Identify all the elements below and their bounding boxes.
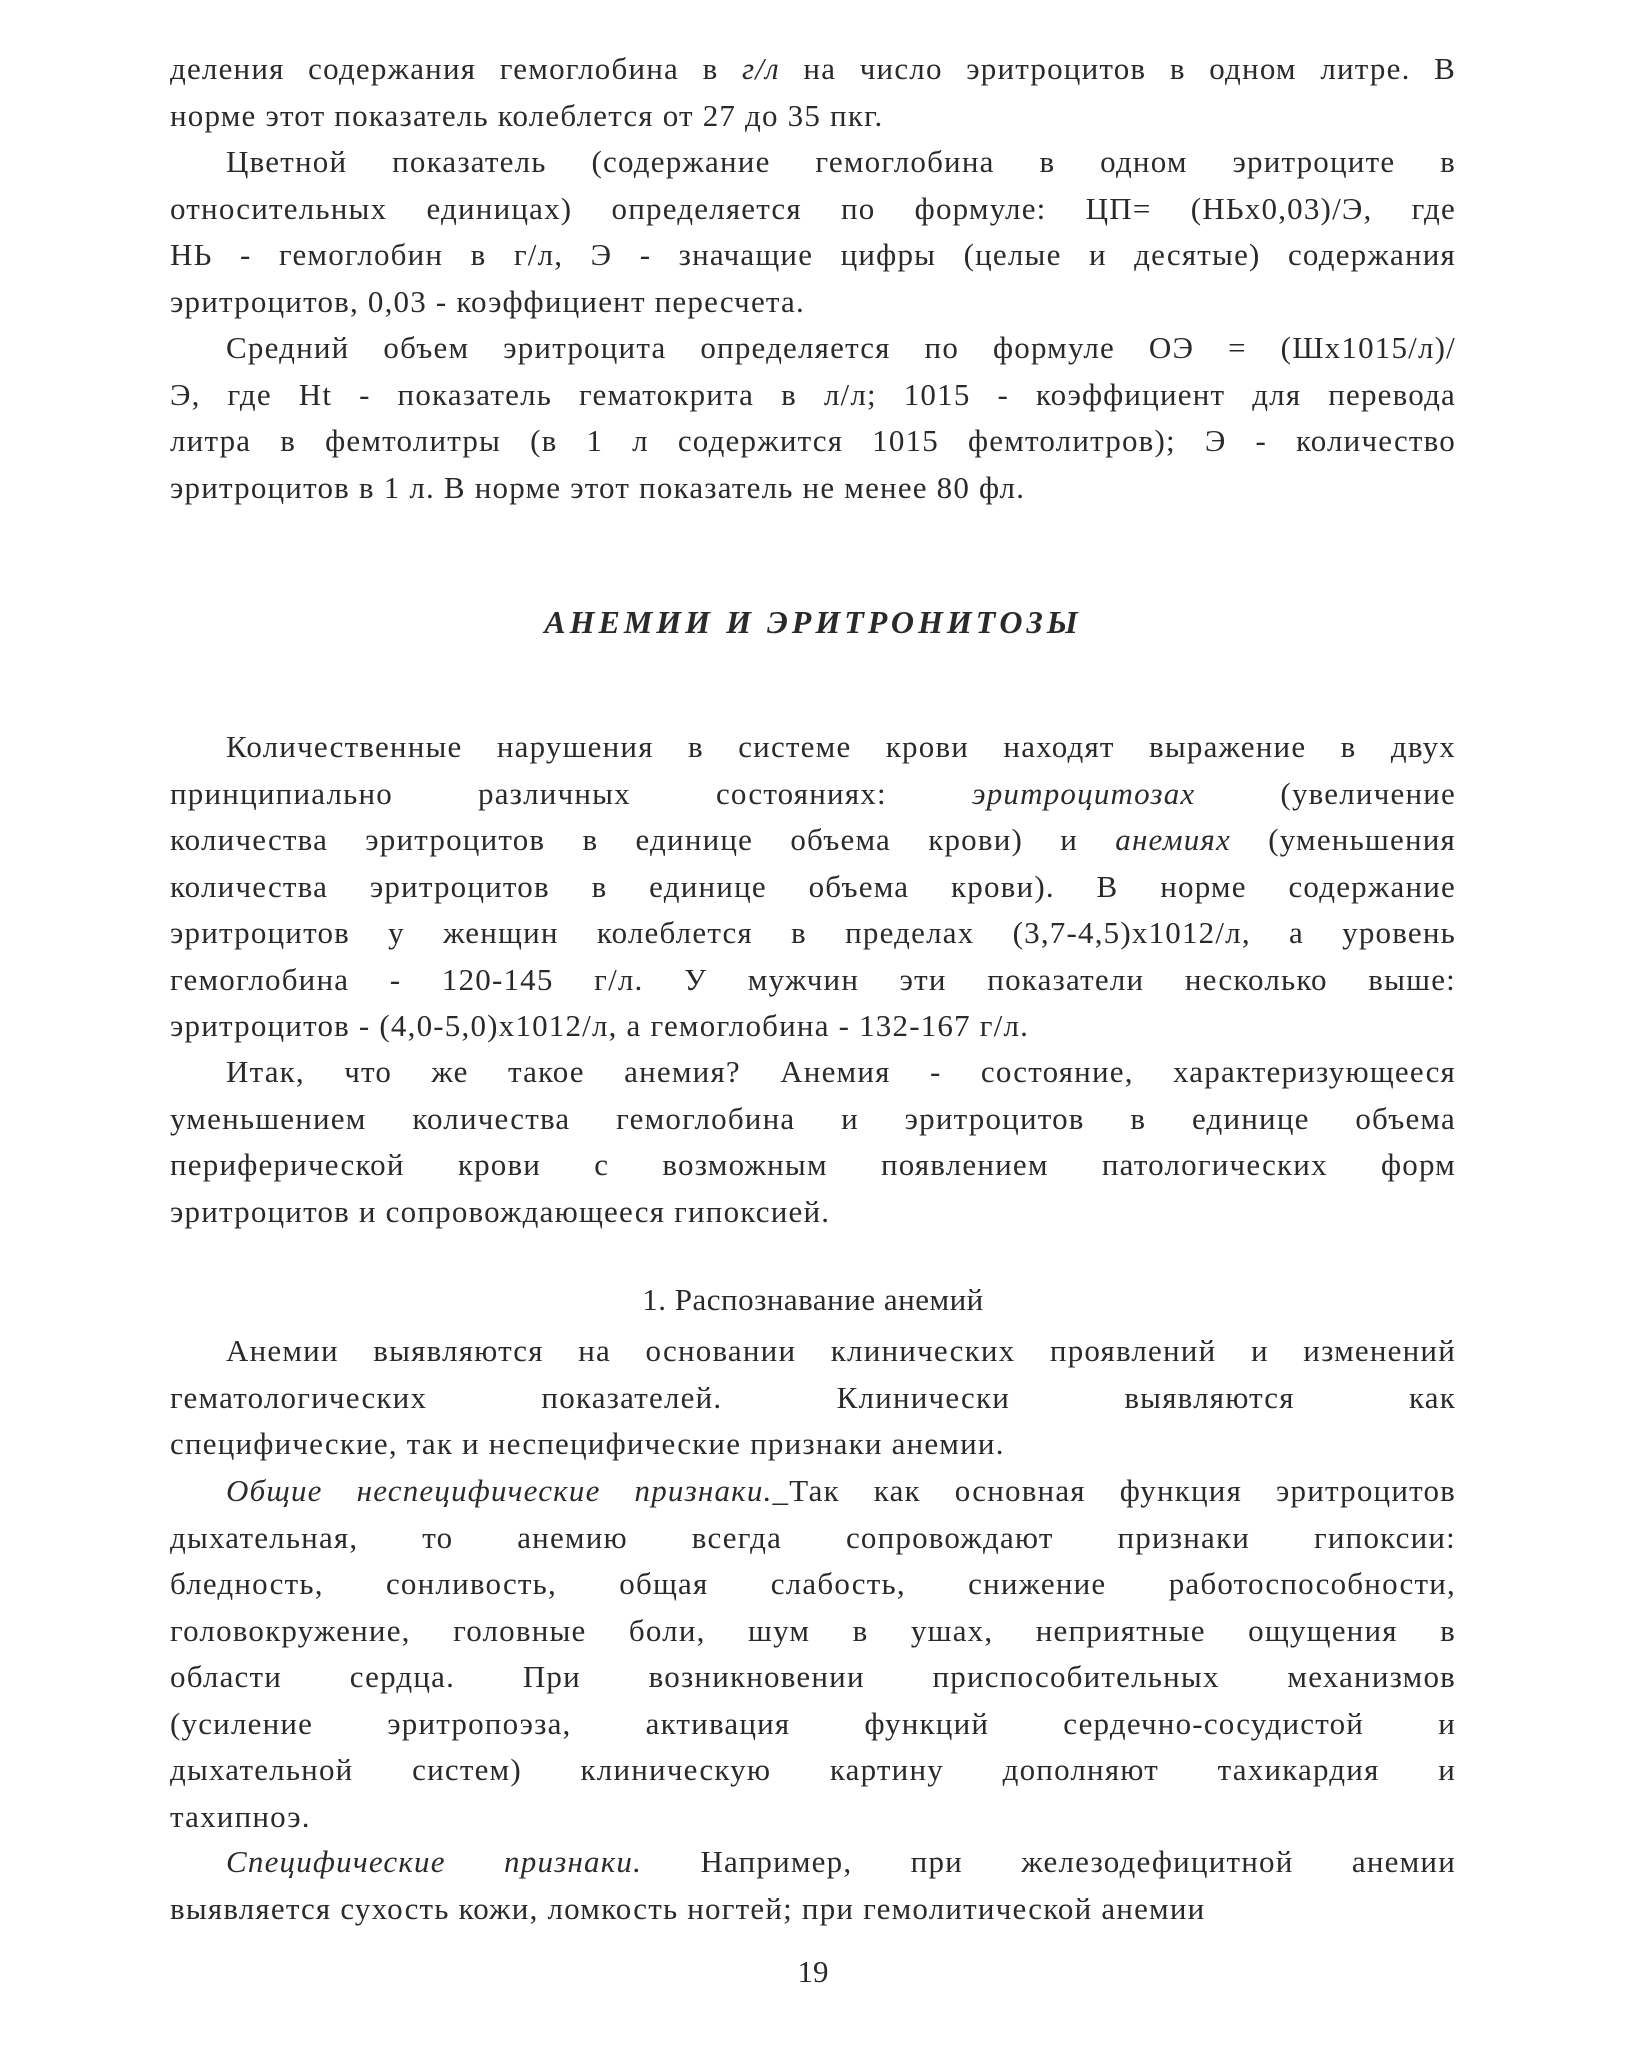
text-line: эритроцитов - (4,0-5,0)х1012/л, а гемоглобина - 132-167 г/л.	[170, 1008, 1030, 1043]
text-line: эритроцитов, 0,03 - коэффициент пересчета.	[170, 283, 805, 319]
text-line: Э, где Ht - показатель гематокрита в л/л; 1015 - коэффициент для перевода	[170, 376, 1456, 412]
section-title: АНЕМИИ И ЭРИТРОНИТОЗЫ	[544, 604, 1082, 640]
text-line: эритроцитов и сопровождающееся гипоксией.	[170, 1193, 831, 1229]
text-line: Цветной показатель (содержание гемоглобина в одном эритроците в	[226, 144, 1456, 179]
text-line: специфические, так и неспецифические признаки анемии.	[170, 1426, 1005, 1461]
text-line: количества эритроцитов в единице объема крови). В норме содержание	[170, 868, 1456, 904]
text-line: Итак, что же такое анемия? Анемия - состояние, характеризующееся	[226, 1054, 1456, 1089]
text-line: Количественные нарушения в системе крови находят выражение в двух	[226, 729, 1456, 764]
text-line: эритроцитов у женщин колеблется в пределах (3,7-4,5)х1012/л, а уровень	[170, 915, 1456, 950]
text-line: принципиально различных состояниях: эритроцитозах (увеличение	[170, 775, 1457, 811]
text-line: (усиление эритропоэза, активация функций сердечно-сосудистой и	[170, 1705, 1456, 1741]
text-line: количества эритроцитов в единице объема крови) и анемиях (уменьшения	[170, 822, 1456, 857]
paragraph-2	[170, 139, 1456, 325]
text-line: Средний объем эритроцита определяется по формуле ОЭ = (Шх1015/л)/	[226, 330, 1456, 365]
text-line: выявляется сухость кожи, ломкость ногтей; при гемолитической анемии	[170, 1890, 1206, 1926]
paragraph-5	[170, 1049, 1456, 1235]
text-line: литра в фемтолитры (в 1 л содержится 1015 фемтолитров); Э - количество	[170, 423, 1456, 458]
text-line: тахипноэ.	[170, 1798, 311, 1834]
page-number: 19	[797, 1954, 829, 1989]
text-line: Общие неспецифические признаки._Так как основная функция эритроцитов	[226, 1473, 1457, 1508]
text-line: относительных единицах) определяется по формуле: ЦП= (НЬх0,03)/Э, где	[170, 190, 1456, 226]
paragraph-6	[170, 1328, 1456, 1468]
text-line: норме этот показатель колеблется от 27 до 35 пкг.	[170, 97, 884, 133]
text-line: Специфические признаки. Например, при железодефицитной анемии	[226, 1844, 1456, 1879]
text-line: дыхательная, то анемию всегда сопровождают признаки гипоксии:	[170, 1519, 1456, 1555]
paragraph-1	[170, 46, 1456, 139]
text-line: уменьшением количества гемоглобина и эритроцитов в единице объема	[170, 1100, 1456, 1136]
text-line: Анемии выявляются на основании клинических проявлений и изменений	[226, 1333, 1456, 1368]
text-line: дыхательной систем) клиническую картину дополняют тахикардия и	[170, 1752, 1456, 1787]
subsection-title: 1. Распознавание анемий	[642, 1282, 984, 1317]
paragraph-4	[170, 724, 1456, 1050]
paragraph-8	[170, 1839, 1456, 1932]
text-line: деления содержания гемоглобина в г/л на число эритроцитов в одном литре. В	[170, 51, 1456, 86]
text-line: периферической крови с возможным появлением патологических форм	[170, 1147, 1456, 1182]
text-line: головокружение, головные боли, шум в ушах, неприятные ощущения в	[170, 1612, 1456, 1648]
text-line: бледность, сонливость, общая слабость, снижение работоспособности,	[170, 1566, 1456, 1601]
paragraph-3	[170, 325, 1456, 511]
text-line: гематологических показателей. Клинически выявляются как	[170, 1379, 1456, 1415]
text-line: гемоглобина - 120-145 г/л. У мужчин эти показатели несколько выше:	[170, 961, 1456, 997]
text-line: НЬ - гемоглобин в г/л, Э - значащие цифры (целые и десятые) содержания	[170, 237, 1456, 272]
text-line: области сердца. При возникновении приспособительных механизмов	[170, 1659, 1456, 1694]
paragraph-7	[170, 1468, 1456, 1840]
text-line: эритроцитов в 1 л. В норме этот показатель не менее 80 фл.	[170, 469, 1026, 505]
